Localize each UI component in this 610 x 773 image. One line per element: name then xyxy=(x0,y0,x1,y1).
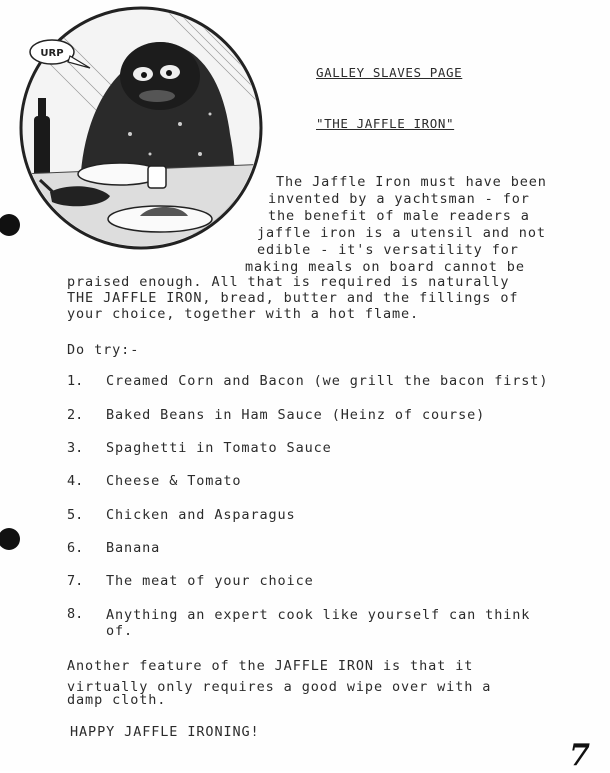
intro-line: the benefit of male readers a xyxy=(268,208,530,224)
list-number: 6. xyxy=(67,540,84,556)
intro-line: invented by a yachtsman - for xyxy=(268,191,530,207)
intro-line: The Jaffle Iron must have been xyxy=(276,174,547,190)
article-title: "THE JAFFLE IRON" xyxy=(316,116,455,131)
closing-line: virtually only requires a good wipe over with a xyxy=(67,679,492,695)
cartoon-illustration xyxy=(10,4,272,266)
intro-line: making meals on board cannot be xyxy=(245,259,525,275)
intro-line: jaffle iron is a utensil and not xyxy=(257,225,546,241)
closing-line: Another feature of the JAFFLE IRON is that it xyxy=(67,658,474,674)
list-number: 3. xyxy=(67,440,84,456)
closing-line: damp cloth. xyxy=(67,692,167,708)
list-item: Anything an expert cook like yourself can think xyxy=(106,607,531,623)
page-number: 7 xyxy=(569,738,590,773)
section-title: GALLEY SLAVES PAGE xyxy=(316,65,463,80)
signoff: HAPPY JAFFLE IRONING! xyxy=(70,724,260,740)
list-item: Chicken and Asparagus xyxy=(106,507,296,523)
speech-bubble-text: URP xyxy=(40,48,64,59)
list-number: 8. xyxy=(67,606,84,622)
list-item-continuation: of. xyxy=(106,623,134,639)
intro-line: edible - it's versatility for xyxy=(257,242,519,258)
list-number: 7. xyxy=(67,573,84,589)
list-item: Spaghetti in Tomato Sauce xyxy=(106,440,332,456)
punch-hole-bottom xyxy=(0,528,20,550)
list-number: 1. xyxy=(67,373,84,389)
intro-line: THE JAFFLE IRON, bread, butter and the fillings of xyxy=(67,290,519,306)
list-item: The meat of your choice xyxy=(106,573,314,589)
list-item: Banana xyxy=(106,540,161,556)
list-number: 5. xyxy=(67,507,84,523)
intro-line: your choice, together with a hot flame. xyxy=(67,306,420,322)
list-item: Creamed Corn and Bacon (we grill the bacon first) xyxy=(106,373,549,389)
list-number: 4. xyxy=(67,473,84,489)
list-number: 2. xyxy=(67,407,84,423)
list-item: Baked Beans in Ham Sauce (Heinz of course) xyxy=(106,407,486,423)
intro-line: praised enough. All that is required is naturally xyxy=(67,274,510,290)
list-item: Cheese & Tomato xyxy=(106,473,242,489)
try-heading: Do try:- xyxy=(67,342,140,358)
